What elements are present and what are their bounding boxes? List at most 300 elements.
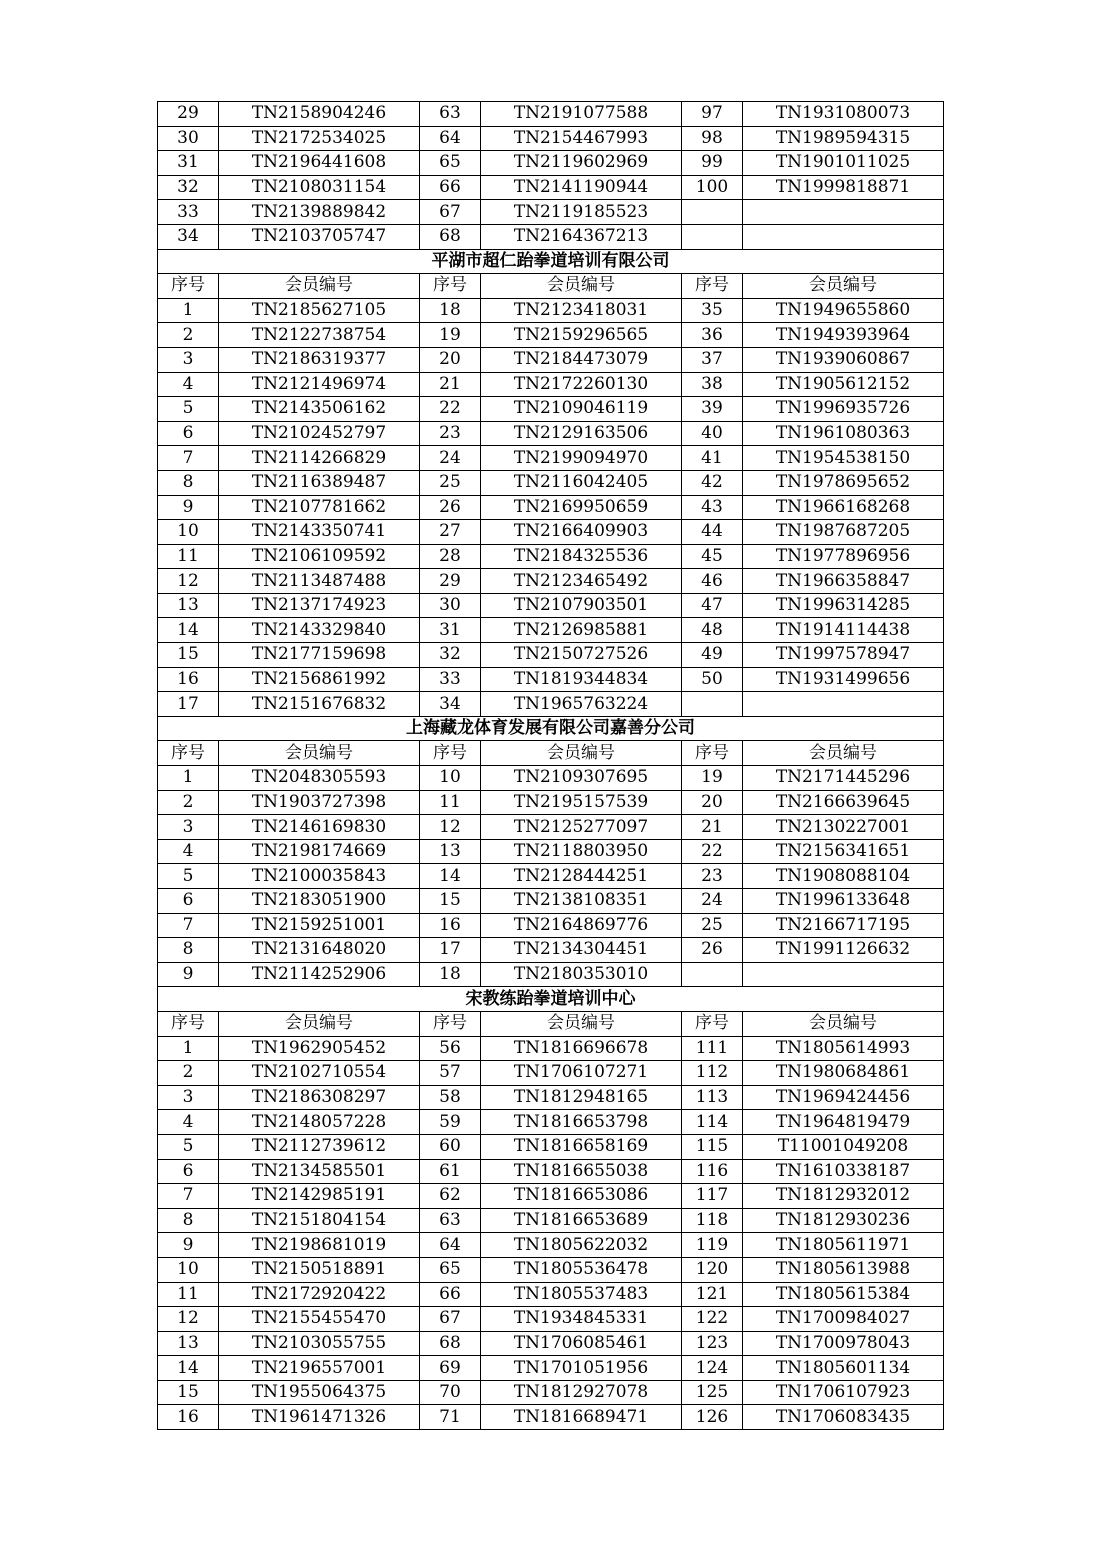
member-id-cell: TN2102452797 [219, 421, 420, 446]
column-header-row [158, 1011, 944, 1036]
member-id-cell: TN1805615384 [743, 1282, 944, 1307]
table-row [158, 569, 944, 594]
header-member-id: 会员编号 [219, 1011, 420, 1036]
member-id-cell: TN2107781662 [219, 495, 420, 520]
serial-number-cell: 1 [158, 766, 219, 791]
header-member-id: 会员编号 [481, 274, 682, 299]
member-id-cell: TN2154467993 [481, 126, 682, 151]
member-id-cell: TN2186319377 [219, 347, 420, 372]
serial-number-cell: 66 [420, 1282, 481, 1307]
member-id-cell: TN2184473079 [481, 347, 682, 372]
header-member-id: 会员编号 [481, 741, 682, 766]
member-id-cell: TN2143329840 [219, 618, 420, 643]
member-id-cell: TN2196441608 [219, 151, 420, 176]
serial-number-cell: 99 [682, 151, 743, 176]
member-id-cell: TN2131648020 [219, 938, 420, 963]
serial-number-cell: 67 [420, 200, 481, 225]
member-id-cell: TN1961471326 [219, 1405, 420, 1430]
serial-number-cell: 7 [158, 913, 219, 938]
member-id-cell: TN2139889842 [219, 200, 420, 225]
member-id-cell: TN1805611971 [743, 1233, 944, 1258]
table-row [158, 889, 944, 914]
table-row [158, 1036, 944, 1061]
serial-number-cell: 26 [420, 495, 481, 520]
member-id-cell: TN2198174669 [219, 839, 420, 864]
member-id-cell: TN1977896956 [743, 544, 944, 569]
member-id-cell [743, 224, 944, 249]
serial-number-cell: 97 [682, 102, 743, 127]
member-id-cell: TN2123418031 [481, 298, 682, 323]
serial-number-cell: 63 [420, 102, 481, 127]
member-id-cell: TN1980684861 [743, 1061, 944, 1086]
member-id-cell: TN1949655860 [743, 298, 944, 323]
table-row [158, 962, 944, 987]
serial-number-cell: 46 [682, 569, 743, 594]
serial-number-cell: 11 [158, 1282, 219, 1307]
table-row [158, 1208, 944, 1233]
serial-number-cell: 8 [158, 470, 219, 495]
serial-number-cell: 25 [682, 913, 743, 938]
serial-number-cell: 12 [158, 569, 219, 594]
serial-number-cell: 69 [420, 1356, 481, 1381]
member-id-cell: TN1805536478 [481, 1257, 682, 1282]
serial-number-cell: 20 [420, 347, 481, 372]
member-id-cell: TN2166639645 [743, 790, 944, 815]
table-row [158, 766, 944, 791]
table-row [158, 1110, 944, 1135]
member-id-cell: TN1700984027 [743, 1307, 944, 1332]
member-id-cell: TN2158904246 [219, 102, 420, 127]
member-id-cell: TN1905612152 [743, 372, 944, 397]
serial-number-cell: 100 [682, 175, 743, 200]
member-id-cell: TN2146169830 [219, 815, 420, 840]
serial-number-cell: 98 [682, 126, 743, 151]
table-row [158, 938, 944, 963]
table-row [158, 126, 944, 151]
serial-number-cell: 2 [158, 790, 219, 815]
serial-number-cell: 66 [420, 175, 481, 200]
serial-number-cell: 59 [420, 1110, 481, 1135]
member-id-cell: TN2171445296 [743, 766, 944, 791]
serial-number-cell: 31 [420, 618, 481, 643]
serial-number-cell: 37 [682, 347, 743, 372]
serial-number-cell: 4 [158, 372, 219, 397]
table-row [158, 692, 944, 717]
member-table [157, 101, 944, 1430]
header-serial-number: 序号 [682, 1011, 743, 1036]
member-id-cell: T11001049208 [743, 1134, 944, 1159]
serial-number-cell: 125 [682, 1380, 743, 1405]
member-id-cell: TN2121496974 [219, 372, 420, 397]
member-id-cell: TN2184325536 [481, 544, 682, 569]
serial-number-cell: 22 [420, 397, 481, 422]
member-id-cell: TN2113487488 [219, 569, 420, 594]
serial-number-cell: 58 [420, 1085, 481, 1110]
serial-number-cell: 118 [682, 1208, 743, 1233]
member-id-cell: TN2109307695 [481, 766, 682, 791]
table-row [158, 1331, 944, 1356]
serial-number-cell: 64 [420, 1233, 481, 1258]
member-id-cell [743, 962, 944, 987]
serial-number-cell: 48 [682, 618, 743, 643]
serial-number-cell: 32 [158, 175, 219, 200]
member-id-cell: TN1954538150 [743, 446, 944, 471]
table-row [158, 864, 944, 889]
serial-number-cell: 10 [158, 520, 219, 545]
table-row [158, 1307, 944, 1332]
serial-number-cell: 38 [682, 372, 743, 397]
member-id-cell: TN2156341651 [743, 839, 944, 864]
header-member-id: 会员编号 [481, 1011, 682, 1036]
serial-number-cell: 6 [158, 1159, 219, 1184]
member-id-cell: TN1816689471 [481, 1405, 682, 1430]
serial-number-cell: 119 [682, 1233, 743, 1258]
member-id-cell: TN2102710554 [219, 1061, 420, 1086]
member-id-cell: TN2103705747 [219, 224, 420, 249]
member-id-cell: TN2183051900 [219, 889, 420, 914]
member-id-cell: TN1996314285 [743, 593, 944, 618]
table-row [158, 1380, 944, 1405]
member-id-cell: TN1965763224 [481, 692, 682, 717]
header-member-id: 会员编号 [219, 274, 420, 299]
member-id-cell: TN2116389487 [219, 470, 420, 495]
table-row [158, 790, 944, 815]
member-id-cell: TN1816653086 [481, 1184, 682, 1209]
member-id-cell: TN2103055755 [219, 1331, 420, 1356]
serial-number-cell: 8 [158, 1208, 219, 1233]
member-id-cell: TN2129163506 [481, 421, 682, 446]
member-id-cell: TN2114266829 [219, 446, 420, 471]
table-row [158, 618, 944, 643]
serial-number-cell: 62 [420, 1184, 481, 1209]
member-id-cell: TN2191077588 [481, 102, 682, 127]
serial-number-cell: 25 [420, 470, 481, 495]
table-row [158, 224, 944, 249]
member-id-cell: TN2151676832 [219, 692, 420, 717]
member-id-cell: TN1908088104 [743, 864, 944, 889]
member-id-cell: TN1805614993 [743, 1036, 944, 1061]
member-id-cell: TN1961080363 [743, 421, 944, 446]
serial-number-cell: 49 [682, 643, 743, 668]
serial-number-cell: 43 [682, 495, 743, 520]
member-id-cell: TN1966358847 [743, 569, 944, 594]
header-member-id: 会员编号 [743, 274, 944, 299]
serial-number-cell: 20 [682, 790, 743, 815]
serial-number-cell: 15 [420, 889, 481, 914]
serial-number-cell: 65 [420, 1257, 481, 1282]
member-id-cell: TN2106109592 [219, 544, 420, 569]
table-row [158, 1405, 944, 1430]
member-id-cell: TN2159296565 [481, 323, 682, 348]
serial-number-cell: 9 [158, 962, 219, 987]
member-id-cell: TN2141190944 [481, 175, 682, 200]
member-id-cell: TN1996935726 [743, 397, 944, 422]
member-id-cell: TN1805601134 [743, 1356, 944, 1381]
serial-number-cell: 67 [420, 1307, 481, 1332]
member-id-cell: TN2109046119 [481, 397, 682, 422]
member-id-cell: TN1999818871 [743, 175, 944, 200]
serial-number-cell: 120 [682, 1257, 743, 1282]
member-id-cell: TN2118803950 [481, 839, 682, 864]
header-serial-number: 序号 [420, 741, 481, 766]
serial-number-cell: 11 [420, 790, 481, 815]
serial-number-cell: 17 [158, 692, 219, 717]
member-id-cell: TN2150727526 [481, 643, 682, 668]
table-row [158, 839, 944, 864]
serial-number-cell: 13 [158, 593, 219, 618]
header-serial-number: 序号 [420, 1011, 481, 1036]
serial-number-cell: 117 [682, 1184, 743, 1209]
serial-number-cell: 8 [158, 938, 219, 963]
table-row [158, 520, 944, 545]
serial-number-cell: 18 [420, 298, 481, 323]
member-id-cell: TN2159251001 [219, 913, 420, 938]
serial-number-cell: 32 [420, 643, 481, 668]
serial-number-cell: 33 [158, 200, 219, 225]
header-serial-number: 序号 [682, 274, 743, 299]
serial-number-cell: 16 [420, 913, 481, 938]
member-id-cell: TN2172260130 [481, 372, 682, 397]
table-row [158, 1184, 944, 1209]
table-row [158, 372, 944, 397]
table-row [158, 815, 944, 840]
member-id-cell: TN1816658169 [481, 1134, 682, 1159]
table-row [158, 593, 944, 618]
section-title: 平湖市超仁跆拳道培训有限公司 [158, 249, 944, 274]
member-id-cell: TN1816653689 [481, 1208, 682, 1233]
serial-number-cell: 44 [682, 520, 743, 545]
serial-number-cell [682, 962, 743, 987]
serial-number-cell: 60 [420, 1134, 481, 1159]
table-row [158, 643, 944, 668]
serial-number-cell: 10 [158, 1257, 219, 1282]
member-id-cell: TN2150518891 [219, 1257, 420, 1282]
header-member-id: 会员编号 [743, 1011, 944, 1036]
member-id-cell: TN2142985191 [219, 1184, 420, 1209]
serial-number-cell: 115 [682, 1134, 743, 1159]
member-id-cell: TN2186308297 [219, 1085, 420, 1110]
serial-number-cell [682, 200, 743, 225]
member-id-cell: TN2116042405 [481, 470, 682, 495]
member-id-cell: TN1949393964 [743, 323, 944, 348]
serial-number-cell: 36 [682, 323, 743, 348]
member-id-cell: TN2122738754 [219, 323, 420, 348]
table-row [158, 421, 944, 446]
serial-number-cell: 15 [158, 643, 219, 668]
member-id-cell: TN2112739612 [219, 1134, 420, 1159]
table-row [158, 1257, 944, 1282]
serial-number-cell: 40 [682, 421, 743, 446]
section-title: 上海藏龙体育发展有限公司嘉善分公司 [158, 716, 944, 741]
serial-number-cell: 35 [682, 298, 743, 323]
serial-number-cell: 39 [682, 397, 743, 422]
member-id-cell: TN1934845331 [481, 1307, 682, 1332]
member-id-cell [743, 200, 944, 225]
table-row [158, 495, 944, 520]
serial-number-cell: 63 [420, 1208, 481, 1233]
member-id-cell: TN1706107271 [481, 1061, 682, 1086]
section-title: 宋教练跆拳道培训中心 [158, 987, 944, 1012]
member-id-cell: TN1931080073 [743, 102, 944, 127]
serial-number-cell: 21 [420, 372, 481, 397]
table-row [158, 1061, 944, 1086]
serial-number-cell: 126 [682, 1405, 743, 1430]
table-row [158, 347, 944, 372]
member-id-cell: TN1816696678 [481, 1036, 682, 1061]
member-id-cell: TN2126985881 [481, 618, 682, 643]
serial-number-cell: 16 [158, 1405, 219, 1430]
member-id-cell: TN1964819479 [743, 1110, 944, 1135]
serial-number-cell: 24 [682, 889, 743, 914]
section-title-row [158, 249, 944, 274]
serial-number-cell: 9 [158, 1233, 219, 1258]
member-id-cell: TN2134585501 [219, 1159, 420, 1184]
member-id-cell: TN2125277097 [481, 815, 682, 840]
member-id-cell: TN2119185523 [481, 200, 682, 225]
member-id-cell: TN1805622032 [481, 1233, 682, 1258]
serial-number-cell: 3 [158, 1085, 219, 1110]
member-id-cell: TN1997578947 [743, 643, 944, 668]
table-row [158, 446, 944, 471]
column-header-row [158, 741, 944, 766]
member-id-cell [743, 692, 944, 717]
serial-number-cell: 27 [420, 520, 481, 545]
serial-number-cell: 3 [158, 347, 219, 372]
member-id-cell: TN2048305593 [219, 766, 420, 791]
member-id-cell: TN1706083435 [743, 1405, 944, 1430]
member-id-cell: TN1978695652 [743, 470, 944, 495]
table-row [158, 470, 944, 495]
member-id-cell: TN2166409903 [481, 520, 682, 545]
serial-number-cell: 64 [420, 126, 481, 151]
member-id-cell: TN1812932012 [743, 1184, 944, 1209]
serial-number-cell: 57 [420, 1061, 481, 1086]
member-id-cell: TN1816655038 [481, 1159, 682, 1184]
header-member-id: 会员编号 [219, 741, 420, 766]
serial-number-cell: 61 [420, 1159, 481, 1184]
member-id-cell: TN2164367213 [481, 224, 682, 249]
serial-number-cell: 112 [682, 1061, 743, 1086]
serial-number-cell: 122 [682, 1307, 743, 1332]
member-id-cell: TN2143506162 [219, 397, 420, 422]
serial-number-cell: 17 [420, 938, 481, 963]
serial-number-cell: 4 [158, 839, 219, 864]
member-id-cell: TN1989594315 [743, 126, 944, 151]
member-id-cell: TN2119602969 [481, 151, 682, 176]
member-id-cell: TN1610338187 [743, 1159, 944, 1184]
serial-number-cell: 24 [420, 446, 481, 471]
serial-number-cell: 18 [420, 962, 481, 987]
serial-number-cell: 16 [158, 667, 219, 692]
serial-number-cell [682, 224, 743, 249]
member-id-cell: TN2155455470 [219, 1307, 420, 1332]
serial-number-cell: 45 [682, 544, 743, 569]
table-row [158, 913, 944, 938]
serial-number-cell: 13 [158, 1331, 219, 1356]
member-id-cell: TN1955064375 [219, 1380, 420, 1405]
column-header-row [158, 274, 944, 299]
serial-number-cell: 34 [158, 224, 219, 249]
member-id-cell: TN2180353010 [481, 962, 682, 987]
serial-number-cell: 47 [682, 593, 743, 618]
table-row [158, 1134, 944, 1159]
member-id-cell: TN2156861992 [219, 667, 420, 692]
member-id-cell: TN2169950659 [481, 495, 682, 520]
member-id-cell: TN2198681019 [219, 1233, 420, 1258]
member-id-cell: TN2195157539 [481, 790, 682, 815]
member-id-cell: TN1805613988 [743, 1257, 944, 1282]
member-id-cell: TN2177159698 [219, 643, 420, 668]
member-id-cell: TN2130227001 [743, 815, 944, 840]
serial-number-cell: 41 [682, 446, 743, 471]
serial-number-cell: 6 [158, 421, 219, 446]
table-row [158, 151, 944, 176]
serial-number-cell: 11 [158, 544, 219, 569]
serial-number-cell: 5 [158, 1134, 219, 1159]
member-id-cell: TN2148057228 [219, 1110, 420, 1135]
serial-number-cell: 113 [682, 1085, 743, 1110]
member-id-cell: TN1812930236 [743, 1208, 944, 1233]
serial-number-cell: 33 [420, 667, 481, 692]
member-id-cell: TN2185627105 [219, 298, 420, 323]
member-id-cell: TN1706085461 [481, 1331, 682, 1356]
serial-number-cell: 34 [420, 692, 481, 717]
member-id-cell: TN1701051956 [481, 1356, 682, 1381]
member-id-cell: TN1991126632 [743, 938, 944, 963]
serial-number-cell [682, 692, 743, 717]
serial-number-cell: 14 [158, 618, 219, 643]
table-row [158, 175, 944, 200]
member-id-cell: TN1706107923 [743, 1380, 944, 1405]
member-id-cell: TN1812927078 [481, 1380, 682, 1405]
member-id-cell: TN1939060867 [743, 347, 944, 372]
serial-number-cell: 68 [420, 224, 481, 249]
member-id-cell: TN1969424456 [743, 1085, 944, 1110]
serial-number-cell: 111 [682, 1036, 743, 1061]
serial-number-cell: 2 [158, 323, 219, 348]
serial-number-cell: 14 [420, 864, 481, 889]
section-title-row [158, 716, 944, 741]
member-id-cell: TN1966168268 [743, 495, 944, 520]
table-row [158, 397, 944, 422]
header-member-id: 会员编号 [743, 741, 944, 766]
member-id-cell: TN1816653798 [481, 1110, 682, 1135]
table-row [158, 1159, 944, 1184]
serial-number-cell: 70 [420, 1380, 481, 1405]
header-serial-number: 序号 [158, 1011, 219, 1036]
member-id-cell: TN2137174923 [219, 593, 420, 618]
serial-number-cell: 13 [420, 839, 481, 864]
serial-number-cell: 12 [420, 815, 481, 840]
member-id-cell: TN2138108351 [481, 889, 682, 914]
serial-number-cell: 7 [158, 1184, 219, 1209]
serial-number-cell: 29 [158, 102, 219, 127]
table-row [158, 323, 944, 348]
serial-number-cell: 1 [158, 1036, 219, 1061]
member-id-cell: TN1903727398 [219, 790, 420, 815]
serial-number-cell: 121 [682, 1282, 743, 1307]
header-serial-number: 序号 [420, 274, 481, 299]
table-row [158, 298, 944, 323]
serial-number-cell: 116 [682, 1159, 743, 1184]
serial-number-cell: 29 [420, 569, 481, 594]
member-id-cell: TN1901011025 [743, 151, 944, 176]
table-row [158, 1356, 944, 1381]
serial-number-cell: 42 [682, 470, 743, 495]
header-serial-number: 序号 [158, 274, 219, 299]
serial-number-cell: 15 [158, 1380, 219, 1405]
table-row [158, 1085, 944, 1110]
